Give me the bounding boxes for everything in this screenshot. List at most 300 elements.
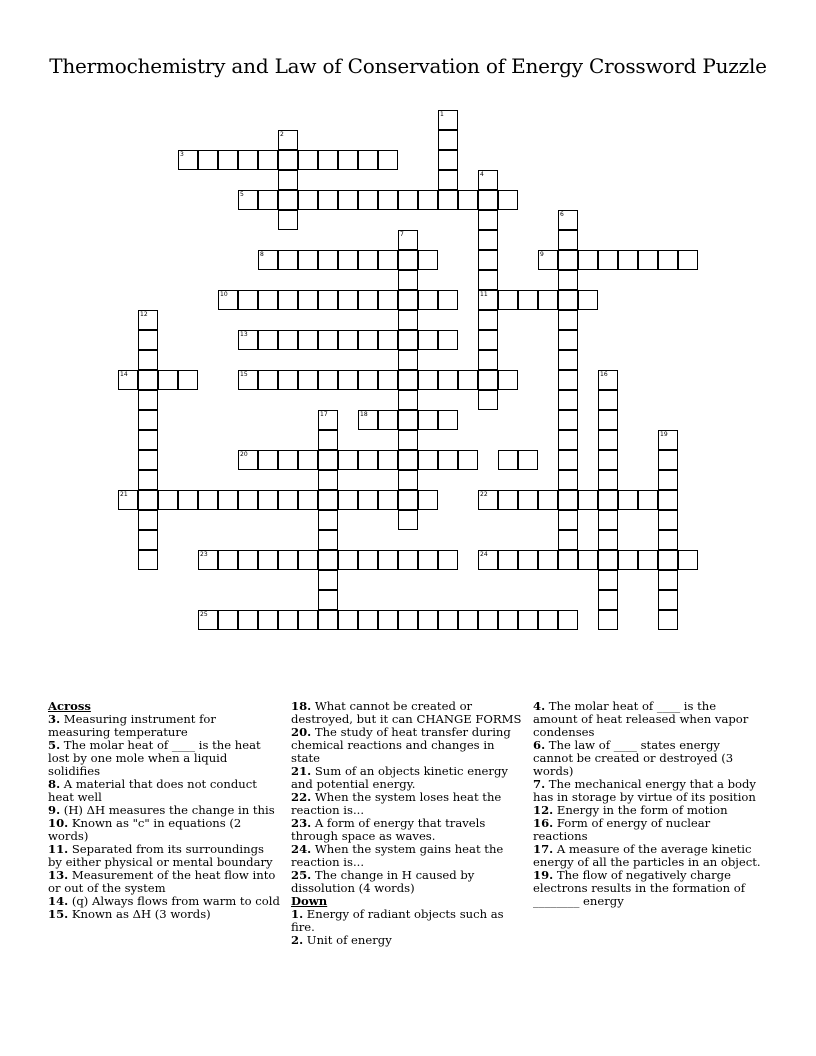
crossword-cell[interactable]	[398, 410, 418, 430]
crossword-cell[interactable]	[378, 250, 398, 270]
crossword-cell[interactable]	[658, 610, 678, 630]
crossword-cell[interactable]	[358, 490, 378, 510]
crossword-cell[interactable]	[278, 190, 298, 210]
crossword-cell[interactable]	[458, 190, 478, 210]
crossword-cell[interactable]	[658, 530, 678, 550]
crossword-cell[interactable]	[138, 350, 158, 370]
crossword-cell[interactable]	[318, 570, 338, 590]
crossword-cell[interactable]	[138, 310, 158, 330]
crossword-cell[interactable]	[298, 290, 318, 310]
crossword-cell[interactable]	[538, 290, 558, 310]
crossword-cell[interactable]	[558, 550, 578, 570]
clues-column-2	[291, 700, 523, 947]
crossword-cell[interactable]	[638, 490, 658, 510]
clue-number: 8	[260, 251, 264, 258]
crossword-cell[interactable]	[258, 190, 278, 210]
crossword-cell[interactable]	[198, 550, 218, 570]
clue-number: 24	[480, 551, 488, 558]
crossword-cell[interactable]	[598, 250, 618, 270]
crossword-cell[interactable]	[398, 550, 418, 570]
crossword-cell[interactable]	[318, 370, 338, 390]
crossword-cell[interactable]	[498, 290, 518, 310]
crossword-cell[interactable]	[278, 550, 298, 570]
crossword-cell[interactable]	[398, 190, 418, 210]
crossword-cell[interactable]	[558, 330, 578, 350]
crossword-cell[interactable]	[278, 490, 298, 510]
crossword-cell[interactable]	[318, 430, 338, 450]
crossword-cell[interactable]	[318, 410, 338, 430]
crossword-cell[interactable]	[258, 330, 278, 350]
crossword-cell[interactable]	[478, 210, 498, 230]
crossword-cell[interactable]	[658, 590, 678, 610]
crossword-cell[interactable]	[278, 250, 298, 270]
crossword-cell[interactable]	[398, 370, 418, 390]
crossword-cell[interactable]	[138, 370, 158, 390]
crossword-cell[interactable]	[598, 610, 618, 630]
crossword-cell[interactable]	[398, 610, 418, 630]
crossword-cell[interactable]	[378, 450, 398, 470]
crossword-cell[interactable]	[558, 390, 578, 410]
crossword-cell[interactable]	[478, 310, 498, 330]
crossword-cell[interactable]	[318, 550, 338, 570]
crossword-cell[interactable]	[218, 490, 238, 510]
crossword-cell[interactable]	[278, 370, 298, 390]
crossword-cell[interactable]	[398, 330, 418, 350]
crossword-cell[interactable]	[478, 250, 498, 270]
crossword-cell[interactable]	[558, 250, 578, 270]
clue-text: The flow of negatively charge electrons results in the formation of ________ energy	[533, 868, 746, 908]
clue-number: 4	[480, 171, 484, 178]
crossword-cell[interactable]	[438, 170, 458, 190]
crossword-cell[interactable]	[218, 610, 238, 630]
crossword-cell[interactable]	[498, 190, 518, 210]
crossword-cell[interactable]	[358, 370, 378, 390]
crossword-cell[interactable]	[318, 590, 338, 610]
crossword-cell[interactable]	[538, 610, 558, 630]
crossword-cell[interactable]	[278, 130, 298, 150]
crossword-cell[interactable]	[398, 510, 418, 530]
crossword-cell[interactable]	[138, 410, 158, 430]
crossword-cell[interactable]	[198, 610, 218, 630]
crossword-cell[interactable]	[598, 470, 618, 490]
crossword-cell[interactable]	[658, 450, 678, 470]
crossword-cell[interactable]	[478, 550, 498, 570]
clue-item	[291, 791, 523, 817]
crossword-cell[interactable]	[298, 450, 318, 470]
crossword-cell[interactable]	[598, 530, 618, 550]
crossword-cell[interactable]	[578, 550, 598, 570]
crossword-cell[interactable]	[598, 590, 618, 610]
clue-number-label: 3.	[48, 712, 61, 726]
clue-number: 25	[200, 611, 208, 618]
crossword-cell[interactable]	[378, 330, 398, 350]
crossword-cell[interactable]	[318, 470, 338, 490]
crossword-cell[interactable]	[338, 150, 358, 170]
crossword-cell[interactable]	[358, 450, 378, 470]
crossword-cell[interactable]	[438, 550, 458, 570]
crossword-cell[interactable]	[358, 290, 378, 310]
crossword-cell[interactable]	[558, 470, 578, 490]
crossword-cell[interactable]	[318, 490, 338, 510]
crossword-cell[interactable]	[138, 390, 158, 410]
crossword-cell[interactable]	[438, 190, 458, 210]
crossword-cell[interactable]	[418, 450, 438, 470]
crossword-cell[interactable]	[298, 550, 318, 570]
crossword-cell[interactable]	[458, 370, 478, 390]
crossword-cell[interactable]	[318, 190, 338, 210]
crossword-cell[interactable]	[258, 150, 278, 170]
crossword-cell[interactable]	[678, 250, 698, 270]
crossword-cell[interactable]	[138, 490, 158, 510]
crossword-cell[interactable]	[238, 150, 258, 170]
crossword-cell[interactable]	[238, 370, 258, 390]
crossword-cell[interactable]	[518, 450, 538, 470]
crossword-cell[interactable]	[178, 490, 198, 510]
crossword-cell[interactable]	[398, 230, 418, 250]
clue-number-label: 12.	[533, 803, 554, 817]
clue-item	[291, 700, 523, 726]
crossword-cell[interactable]	[658, 550, 678, 570]
crossword-cell[interactable]	[558, 510, 578, 530]
crossword-cell[interactable]	[438, 150, 458, 170]
clue-item	[291, 817, 523, 843]
crossword-cell[interactable]	[138, 510, 158, 530]
clue-number-label: 14.	[48, 894, 69, 908]
crossword-cell[interactable]	[378, 150, 398, 170]
crossword-cell[interactable]	[418, 190, 438, 210]
crossword-cell[interactable]	[518, 610, 538, 630]
crossword-cell[interactable]	[578, 490, 598, 510]
crossword-cell[interactable]	[258, 290, 278, 310]
crossword-cell[interactable]	[178, 370, 198, 390]
crossword-cell[interactable]	[658, 570, 678, 590]
crossword-cell[interactable]	[598, 390, 618, 410]
crossword-cell[interactable]	[558, 350, 578, 370]
crossword-cell[interactable]	[238, 550, 258, 570]
clue-text: Measuring instrument for measuring temperature	[48, 712, 216, 739]
clue-number-label: 24.	[291, 842, 312, 856]
crossword-cell[interactable]	[418, 250, 438, 270]
crossword-cell[interactable]	[618, 250, 638, 270]
clue-number-label: 25.	[291, 868, 312, 882]
clue-item	[291, 934, 523, 947]
crossword-cell[interactable]	[498, 450, 518, 470]
crossword-cell[interactable]	[238, 290, 258, 310]
crossword-cell[interactable]	[598, 550, 618, 570]
clue-number: 6	[560, 211, 564, 218]
crossword-cell[interactable]	[358, 250, 378, 270]
crossword-cell[interactable]	[578, 250, 598, 270]
crossword-cell[interactable]	[358, 150, 378, 170]
crossword-cell[interactable]	[658, 250, 678, 270]
crossword-cell[interactable]	[398, 310, 418, 330]
crossword-cell[interactable]	[238, 330, 258, 350]
crossword-cell[interactable]	[558, 270, 578, 290]
crossword-cell[interactable]	[258, 250, 278, 270]
crossword-cell[interactable]	[318, 530, 338, 550]
clue-number: 2	[280, 131, 284, 138]
crossword-cell[interactable]	[598, 510, 618, 530]
crossword-cell[interactable]	[498, 610, 518, 630]
crossword-cell[interactable]	[238, 190, 258, 210]
crossword-cell[interactable]	[198, 490, 218, 510]
clue-item	[533, 869, 763, 908]
crossword-cell[interactable]	[178, 150, 198, 170]
crossword-cell[interactable]	[378, 550, 398, 570]
crossword-cell[interactable]	[618, 550, 638, 570]
crossword-cell[interactable]	[398, 430, 418, 450]
crossword-cell[interactable]	[138, 330, 158, 350]
crossword-cell[interactable]	[438, 450, 458, 470]
crossword-cell[interactable]	[438, 370, 458, 390]
crossword-cell[interactable]	[398, 270, 418, 290]
crossword-cell[interactable]	[398, 250, 418, 270]
clue-item	[48, 713, 280, 739]
crossword-cell[interactable]	[238, 490, 258, 510]
crossword-cell[interactable]	[578, 290, 598, 310]
clue-number: 1	[440, 111, 444, 118]
crossword-cell[interactable]	[558, 210, 578, 230]
crossword-cell[interactable]	[478, 610, 498, 630]
crossword-cell[interactable]	[558, 610, 578, 630]
crossword-cell[interactable]	[658, 510, 678, 530]
clue-text: The change in H caused by dissolution (4 words)	[291, 868, 475, 895]
crossword-cell[interactable]	[358, 610, 378, 630]
crossword-cell[interactable]	[258, 610, 278, 630]
crossword-cell[interactable]	[138, 530, 158, 550]
crossword-cell[interactable]	[598, 490, 618, 510]
crossword-cell[interactable]	[158, 370, 178, 390]
crossword-cell[interactable]	[278, 210, 298, 230]
crossword-cell[interactable]	[298, 330, 318, 350]
crossword-cell[interactable]	[298, 370, 318, 390]
crossword-cell[interactable]	[598, 370, 618, 390]
crossword-cell[interactable]	[378, 290, 398, 310]
crossword-cell[interactable]	[338, 450, 358, 470]
crossword-cell[interactable]	[498, 550, 518, 570]
crossword-cell[interactable]	[538, 550, 558, 570]
crossword-cell[interactable]	[518, 550, 538, 570]
crossword-cell[interactable]	[358, 550, 378, 570]
crossword-cell[interactable]	[438, 610, 458, 630]
crossword-cell[interactable]	[478, 390, 498, 410]
crossword-cell[interactable]	[138, 550, 158, 570]
crossword-cell[interactable]	[518, 290, 538, 310]
crossword-cell[interactable]	[458, 450, 478, 470]
crossword-cell[interactable]	[338, 370, 358, 390]
crossword-cell[interactable]	[478, 330, 498, 350]
crossword-cell[interactable]	[418, 610, 438, 630]
crossword-cell[interactable]	[678, 550, 698, 570]
crossword-cell[interactable]	[378, 610, 398, 630]
crossword-cell[interactable]	[378, 190, 398, 210]
crossword-cell[interactable]	[298, 250, 318, 270]
clue-number: 17	[320, 411, 328, 418]
crossword-cell[interactable]	[338, 550, 358, 570]
crossword-cell[interactable]	[598, 570, 618, 590]
crossword-cell[interactable]	[278, 450, 298, 470]
crossword-cell[interactable]	[538, 490, 558, 510]
crossword-cell[interactable]	[518, 490, 538, 510]
clue-text: Measurement of the heat flow into or out of the system	[48, 868, 276, 895]
crossword-cell[interactable]	[338, 490, 358, 510]
crossword-cell[interactable]	[418, 410, 438, 430]
crossword-cell[interactable]	[558, 370, 578, 390]
crossword-cell[interactable]	[118, 490, 138, 510]
crossword-cell[interactable]	[638, 550, 658, 570]
crossword-cell[interactable]	[418, 550, 438, 570]
clue-text: The study of heat transfer during chemical reactions and changes in state	[291, 725, 511, 765]
page-title: Thermochemistry and Law of Conservation of Energy Crossword Puzzle	[49, 54, 767, 78]
crossword-cell[interactable]	[318, 250, 338, 270]
crossword-cell[interactable]	[598, 430, 618, 450]
crossword-cell[interactable]	[458, 610, 478, 630]
crossword-cell[interactable]	[438, 110, 458, 130]
crossword-cell[interactable]	[278, 330, 298, 350]
crossword-cell[interactable]	[338, 250, 358, 270]
crossword-cell[interactable]	[298, 490, 318, 510]
crossword-cell[interactable]	[538, 250, 558, 270]
clue-number: 11	[480, 291, 488, 298]
crossword-cell[interactable]	[298, 610, 318, 630]
clue-number-label: 23.	[291, 816, 312, 830]
clue-item	[48, 908, 280, 921]
clue-item	[48, 869, 280, 895]
crossword-cell[interactable]	[238, 450, 258, 470]
crossword-cell[interactable]	[498, 370, 518, 390]
crossword-cell[interactable]	[318, 450, 338, 470]
crossword-cell[interactable]	[278, 290, 298, 310]
crossword-cell[interactable]	[138, 430, 158, 450]
crossword-cell[interactable]	[398, 450, 418, 470]
crossword-cell[interactable]	[318, 610, 338, 630]
crossword-cell[interactable]	[558, 230, 578, 250]
crossword-cell[interactable]	[638, 250, 658, 270]
crossword-cell[interactable]	[478, 370, 498, 390]
crossword-cell[interactable]	[218, 150, 238, 170]
crossword-cell[interactable]	[398, 290, 418, 310]
crossword-cell[interactable]	[418, 290, 438, 310]
crossword-cell[interactable]	[438, 290, 458, 310]
crossword-cell[interactable]	[418, 490, 438, 510]
crossword-cell[interactable]	[658, 430, 678, 450]
crossword-cell[interactable]	[658, 490, 678, 510]
crossword-cell[interactable]	[478, 190, 498, 210]
crossword-cell[interactable]	[478, 270, 498, 290]
clue-text: Separated from its surroundings by either physical or mental boundary	[48, 842, 273, 869]
clues-column-3	[533, 700, 763, 908]
crossword-cell[interactable]	[318, 510, 338, 530]
crossword-cell[interactable]	[438, 410, 458, 430]
crossword-cell[interactable]	[658, 470, 678, 490]
crossword-cell[interactable]	[558, 310, 578, 330]
crossword-cell[interactable]	[258, 490, 278, 510]
crossword-cell[interactable]	[498, 490, 518, 510]
crossword-cell[interactable]	[358, 410, 378, 430]
crossword-cell[interactable]	[478, 290, 498, 310]
crossword-cell[interactable]	[438, 130, 458, 150]
crossword-cell[interactable]	[398, 390, 418, 410]
crossword-cell[interactable]	[398, 470, 418, 490]
crossword-cell[interactable]	[298, 190, 318, 210]
clue-item	[48, 778, 280, 804]
crossword-cell[interactable]	[598, 410, 618, 430]
crossword-cell[interactable]	[338, 290, 358, 310]
crossword-cell[interactable]	[218, 550, 238, 570]
crossword-cell[interactable]	[338, 190, 358, 210]
crossword-cell[interactable]	[158, 490, 178, 510]
crossword-cell[interactable]	[478, 230, 498, 250]
clue-item	[291, 726, 523, 765]
crossword-cell[interactable]	[138, 470, 158, 490]
crossword-cell[interactable]	[558, 430, 578, 450]
clue-number-label: 17.	[533, 842, 554, 856]
crossword-cell[interactable]	[558, 530, 578, 550]
clue-number: 18	[360, 411, 368, 418]
crossword-cell[interactable]	[378, 410, 398, 430]
clue-text: (q) Always flows from warm to cold	[68, 894, 280, 908]
crossword-cell[interactable]	[558, 450, 578, 470]
crossword-cell[interactable]	[238, 610, 258, 630]
crossword-cell[interactable]	[478, 350, 498, 370]
crossword-cell[interactable]	[298, 150, 318, 170]
crossword-cell[interactable]	[378, 370, 398, 390]
crossword-cell[interactable]	[438, 330, 458, 350]
crossword-cell[interactable]	[318, 290, 338, 310]
crossword-cell[interactable]	[258, 370, 278, 390]
crossword-cell[interactable]	[258, 450, 278, 470]
crossword-cell[interactable]	[258, 550, 278, 570]
crossword-cell[interactable]	[558, 410, 578, 430]
crossword-cell[interactable]	[278, 610, 298, 630]
crossword-cell[interactable]	[378, 490, 398, 510]
crossword-cell[interactable]	[138, 450, 158, 470]
crossword-cell[interactable]	[418, 370, 438, 390]
crossword-cell[interactable]	[558, 290, 578, 310]
crossword-cell[interactable]	[198, 150, 218, 170]
crossword-cell[interactable]	[478, 170, 498, 190]
crossword-cell[interactable]	[338, 610, 358, 630]
crossword-cell[interactable]	[338, 330, 358, 350]
crossword-cell[interactable]	[598, 450, 618, 470]
crossword-cell[interactable]	[398, 350, 418, 370]
crossword-cell[interactable]	[558, 490, 578, 510]
crossword-cell[interactable]	[618, 490, 638, 510]
clue-number-label: 6.	[533, 738, 546, 752]
clue-item	[291, 869, 523, 895]
clue-text: The law of ____ states energy cannot be created or destroyed (3 words)	[533, 738, 734, 778]
crossword-cell[interactable]	[318, 330, 338, 350]
crossword-cell[interactable]	[218, 290, 238, 310]
clue-text: Sum of an objects kinetic energy and potential energy.	[291, 764, 508, 791]
clue-number-label: 2.	[291, 933, 304, 947]
crossword-cell[interactable]	[358, 330, 378, 350]
crossword-cell[interactable]	[278, 170, 298, 190]
clue-text: A form of energy that travels through space as waves.	[291, 816, 486, 843]
clue-text: What cannot be created or destroyed, but it can CHANGE FORMS	[291, 699, 522, 726]
clue-item	[291, 908, 523, 934]
crossword-cell[interactable]	[118, 370, 138, 390]
crossword-cell[interactable]	[418, 330, 438, 350]
crossword-cell[interactable]	[358, 190, 378, 210]
clue-number-label: 7.	[533, 777, 546, 791]
crossword-cell[interactable]	[318, 150, 338, 170]
clue-item	[48, 817, 280, 843]
crossword-cell[interactable]	[398, 490, 418, 510]
crossword-cell[interactable]	[478, 490, 498, 510]
crossword-cell[interactable]	[278, 150, 298, 170]
clue-text: The molar heat of ____ is the amount of heat released when vapor condenses	[533, 699, 749, 739]
